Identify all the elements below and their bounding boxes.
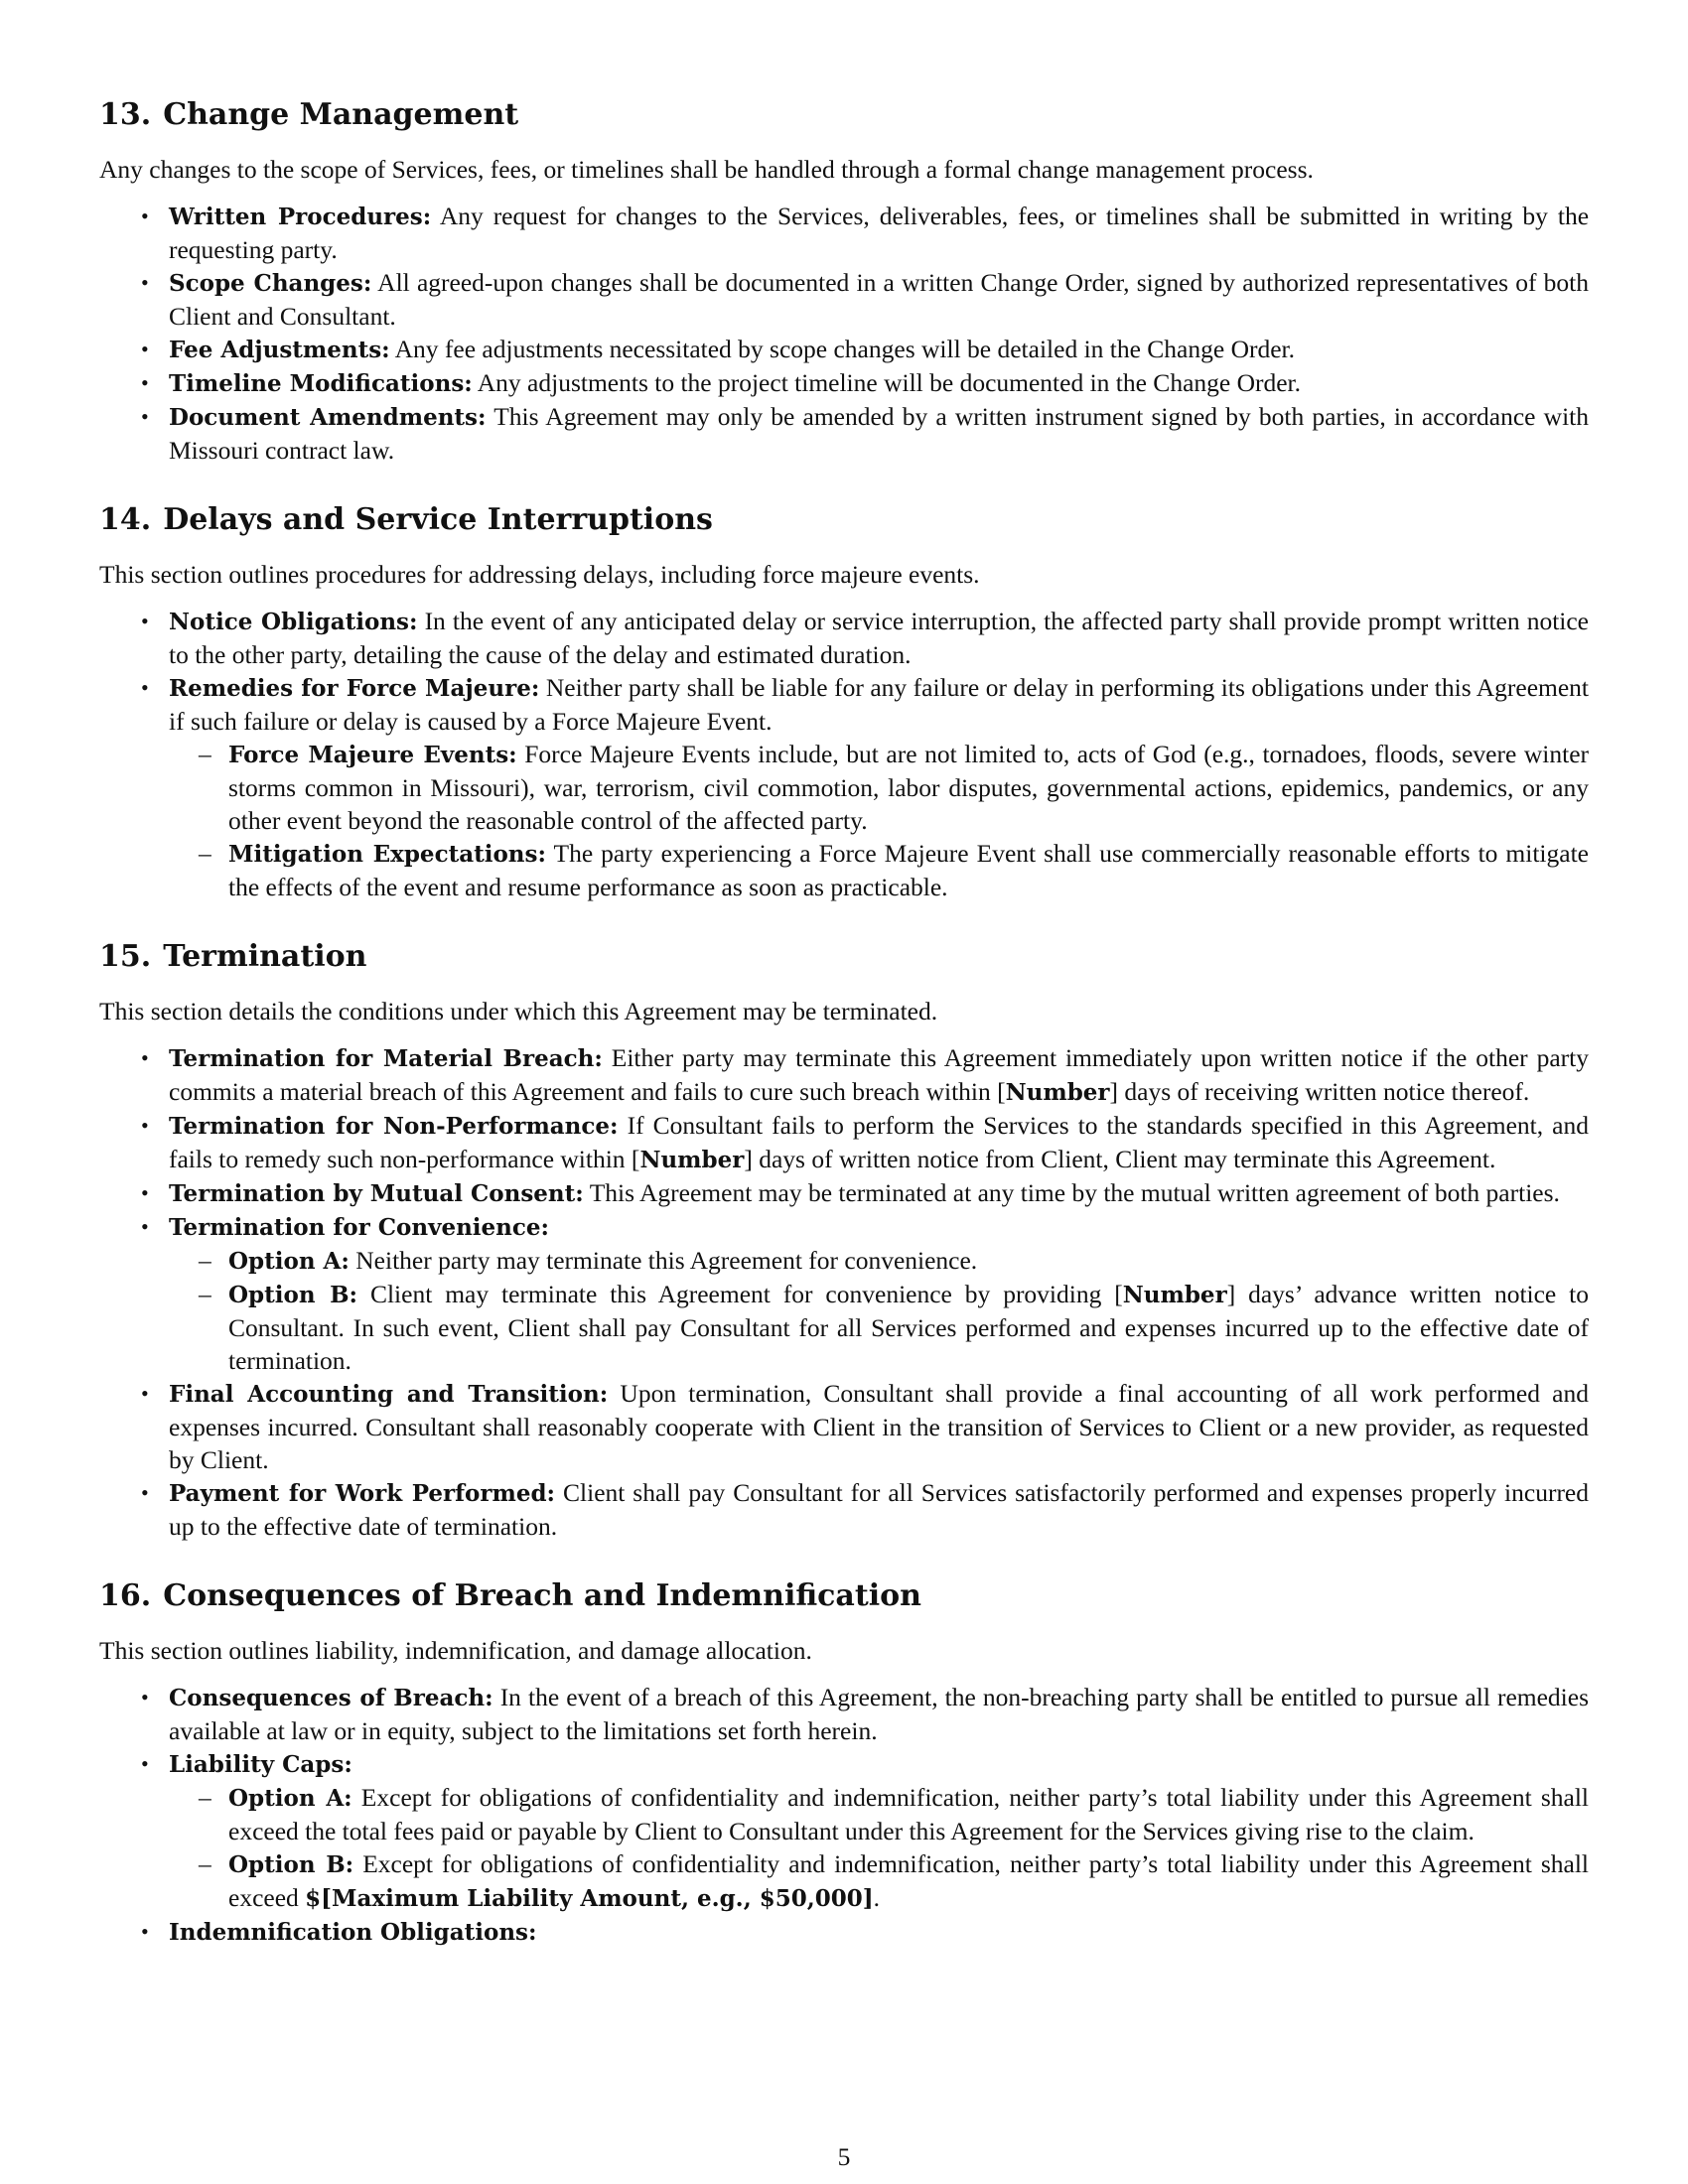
bullet-icon: • [141,1685,149,1709]
sub-list-item: – Option A: Neither party may terminate this Agreement for convenience. [199,1246,978,1275]
bullet-icon: • [141,1480,149,1505]
dash-icon: – [199,1849,211,1878]
bullet-icon: • [141,204,149,228]
bullet-icon: • [141,1381,149,1406]
placeholder-field: Number [1005,1079,1110,1106]
list-item: • Document Amendments: This Agreement may only be amended by a written instrument signed by both parties, in accordance with Missouri contract law. [141,402,1589,465]
page-number: 5 [837,2142,851,2171]
section-heading: 13. Change Management [99,97,519,132]
section-heading: 14. Delays and Service Interruptions [99,502,713,537]
list-item: • Notice Obligations: In the event of any anticipated delay or service interruption, the affected party shall provide prompt written notice to the other party, detailing the cause of the delay and estimated duration. [141,607,1589,669]
sub-clause-list [169,738,1589,903]
list-item: • Consequences of Breach: In the event of a breach of this Agreement, the non-breaching party shall be entitled to pursue all remedies available at law or in equity, subject to the limitations set forth herein. [141,1683,1590,1745]
bullet-icon: • [141,270,149,295]
sub-list-item: – Option B: Except for obligations of confidentiality and indemnification, neither party’s total liability under this Agreement shall exceed $[Maximum Liability Amount, e.g., $50,000]. [199,1849,1590,1912]
section-13 [99,95,1589,467]
section-intro: This section details the conditions under which this Agreement may be terminated. [99,997,938,1025]
sub-list-item: – Mitigation Expectations: The party experiencing a Force Majeure Event shall use commercially reasonable efforts to mitigate the effects of the event and resume performance as soon as practicable. [199,839,1589,901]
list-item: • Liability Caps: – Option A: Except for obligations of confidentiality and indemnification, neither party’s total liability under this Agreement shall exceed the total fees paid or payable by Client to Consultant under this Agreement for the Services giving rise to the claim. – Option B: Except for obligations of confidentiality and indemnification, neither party’s total liability under this Agreement shall exceed $[Maximum Liability Amount, e.g., $50,000]. [99,1747,1589,1915]
list-item: • Timeline Modifications: Any adjustments to the project timeline will be documented in the Change Order. [141,368,1302,397]
placeholder-field: Number [1122,1282,1227,1308]
bullet-icon: • [141,370,149,395]
placeholder-field: Number [639,1147,745,1173]
bullet-icon: • [141,609,149,633]
clause-list [99,605,1589,903]
bullet-icon: • [141,337,149,361]
bullet-icon: • [141,1180,149,1205]
list-item: • Scope Changes: All agreed-upon changes shall be documented in a written Change Order, signed by authorized representatives of both Client and Consultant. [141,268,1590,331]
list-item: • Written Procedures: Any request for changes to the Services, deliverables, fees, or timelines shall be submitted in writing by the requesting party. [141,202,1590,264]
section-intro: Any changes to the scope of Services, fees, or timelines shall be handled through a formal change management process. [99,155,1314,184]
list-item: • Termination for Non-Performance: If Consultant fails to perform the Services to the standards specified in this Agreement, and fails to remedy such non-performance within [Number] days of written notice from Client, Client may terminate this Agreement. [141,1111,1589,1173]
list-item: • Final Accounting and Transition: Upon termination, Consultant shall provide a final accounting of all work performed and expenses incurred. Consultant shall reasonably cooperate with Client in the transition of Services to Client or a new provider, as requested by Client. [141,1379,1590,1474]
bullet-icon: • [141,1751,149,1776]
list-item: • Remedies for Force Majeure: Neither party shall be liable for any failure or delay in performing its obligations under this Agreement if such failure or delay is caused by a Force Majeure Event. – Force Majeure Events: Force Majeure Events include, but are not limited to, acts of God (e.g., tornadoes, floods, severe winter storms common in Missouri), war, terrorism, civil commotion, labor disputes, governmental actions, epidemics, pandemics, or any other event beyond the reasonable control of the affected party. – Mitigation Expectations: The party experiencing a Force Majeure Event shall use commercially reasonable efforts to mitigate the effects of the event and resume performance as soon as practicable. [141,673,1590,901]
list-item: • Indemnification Obligations: [99,1915,1589,1949]
placeholder-field: $[Maximum Liability Amount, e.g., $50,000] [305,1885,874,1912]
sub-list-item: – Option B: Client may terminate this Agreement for convenience by providing [Number] days’ advance written notice to Consultant. In such event, Client shall pay Consultant for all Services performed and expenses incurred up to the effective date of termination. [199,1280,1590,1375]
sub-list-item: – Force Majeure Events: Force Majeure Events include, but are not limited to, acts of God (e.g., tornadoes, floods, severe winter storms common in Missouri), war, terrorism, civil commotion, labor disputes, governmental actions, epidemics, pandemics, or any other event beyond the reasonable control of the affected party. [199,740,1590,835]
clause-list [99,200,1589,467]
dash-icon: – [199,1280,211,1308]
sub-list-item: – Option A: Except for obligations of confidentiality and indemnification, neither party’s total liability under this Agreement shall exceed the total fees paid or payable by Client to Consultant under this Agreement for the Services giving rise to the claim. [199,1783,1589,1845]
dash-icon: – [199,1783,211,1812]
bullet-icon: • [141,675,149,700]
list-item: • Termination for Material Breach: Either party may terminate this Agreement immediately upon written notice if the other party commits a material breach of this Agreement and fails to cure such breach within [Number] days of receiving written notice thereof. [141,1043,1590,1106]
dash-icon: – [199,1246,211,1275]
bullet-icon: • [141,1919,149,1944]
section-16 [99,1576,1589,1949]
bullet-icon: • [141,404,149,429]
section-heading: 16. Consequences of Breach and Indemnification [99,1578,921,1613]
clause-list [99,1041,1589,1543]
list-item: • Payment for Work Performed: Client shall pay Consultant for all Services satisfactorily performed and expenses properly incurred up to the effective date of termination. [141,1478,1590,1541]
dash-icon: – [199,839,211,868]
list-item: • Termination by Mutual Consent: This Agreement may be terminated at any time by the mutual written agreement of both parties. [141,1178,1560,1207]
dash-icon: – [199,740,211,768]
list-item: • Fee Adjustments: Any fee adjustments necessitated by scope changes will be detailed in the Change Order. [141,335,1296,363]
bullet-icon: • [141,1113,149,1138]
sub-clause-list [169,1781,1589,1915]
section-heading: 15. Termination [99,939,367,974]
bullet-icon: • [141,1214,149,1239]
list-item: • Termination for Convenience: – Option A: Neither party may terminate this Agreement for convenience. – Option B: Client may terminate this Agreement for convenience by providing [Number] days’ advance written notice to Consultant. In such event, Client shall pay Consultant for all Services performed and expenses incurred up to the effective date of termination. [99,1210,1589,1377]
clause-list [99,1681,1589,1949]
sub-clause-list [169,1244,1589,1377]
section-intro: This section outlines procedures for addressing delays, including force majeure events. [99,560,980,589]
section-15 [99,937,1589,1543]
section-intro: This section outlines liability, indemnification, and damage allocation. [99,1636,812,1665]
document-page [99,95,1589,1982]
section-14 [99,500,1589,903]
bullet-icon: • [141,1045,149,1070]
